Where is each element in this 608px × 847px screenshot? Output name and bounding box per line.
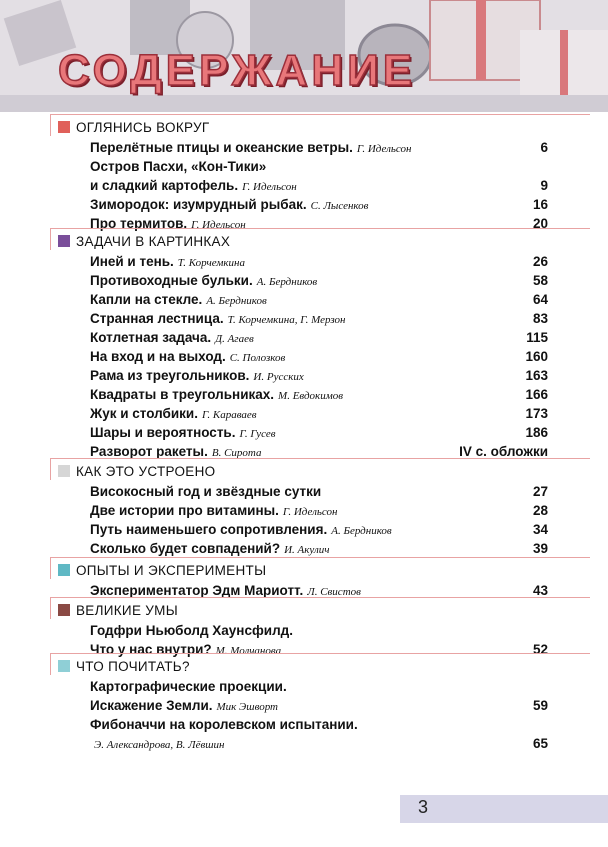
- section-label: ОГЛЯНИСЬ ВОКРУГ: [76, 119, 210, 135]
- entry-title: Экспериментатор Эдм Мариотт.: [90, 583, 304, 598]
- header-banner: [0, 0, 608, 112]
- entry-page: 20: [532, 216, 548, 231]
- toc-entry: [90, 581, 548, 602]
- entry-author: Л. Свистов: [307, 586, 361, 598]
- section-color-marker: [58, 604, 70, 616]
- entry-page: 83: [532, 311, 548, 326]
- section-label: КАК ЭТО УСТРОЕНО: [76, 463, 216, 479]
- entry-page: 59: [532, 698, 548, 713]
- entry-author: Э. Александрова, В. Лёвшин: [94, 739, 225, 751]
- section-color-marker: [58, 235, 70, 247]
- entry-author: Г. Идельсон: [282, 506, 338, 518]
- entry-author: А. Бердников: [256, 276, 318, 288]
- section-label: ВЕЛИКИЕ УМЫ: [76, 602, 178, 618]
- toc-entry: [90, 271, 548, 292]
- toc-entry: [90, 347, 548, 368]
- entry-title: Искажение Земли.: [90, 698, 213, 713]
- entry-title: Шары и вероятность.: [90, 425, 236, 440]
- page-number: 3: [418, 797, 429, 817]
- section-label: ОПЫТЫ И ЭКСПЕРИМЕНТЫ: [76, 562, 267, 578]
- toc-entry: [90, 404, 548, 425]
- entry-author: И. Русских: [253, 371, 304, 383]
- toc-entry: [90, 138, 548, 159]
- entry-page: 34: [532, 522, 548, 537]
- entry-author: Г. Идельсон: [191, 219, 246, 231]
- section-header: [58, 118, 210, 136]
- entry-title: Перелётные птицы и океанские ветры.: [90, 140, 353, 155]
- section-divider: [50, 228, 590, 229]
- entry-title: Жук и столбики.: [90, 406, 198, 421]
- entry-page: 16: [532, 197, 548, 212]
- entry-author: А. Бердников: [206, 295, 267, 307]
- entry-title: Сколько будет совпадений?: [90, 541, 281, 556]
- section-label: ЗАДАЧИ В КАРТИНКАХ: [76, 233, 231, 249]
- page-number-box: [400, 795, 608, 823]
- toc-entry: [90, 366, 548, 387]
- toc-entry: [90, 176, 548, 197]
- toc-entry: [90, 309, 548, 330]
- section-header: [58, 232, 230, 250]
- entry-author: Г. Караваев: [201, 409, 257, 421]
- toc-entry: [90, 385, 548, 406]
- section-divider: [50, 557, 590, 558]
- section-header: [58, 657, 190, 675]
- entry-page: 160: [525, 349, 548, 364]
- entry-author: Г. Идельсон: [242, 181, 297, 193]
- entry-page: 115: [526, 330, 548, 345]
- section-header: [58, 601, 178, 619]
- entry-author: В. Сирота: [211, 447, 262, 459]
- entry-author: Мик Эшворт: [216, 701, 278, 713]
- entry-author: Г. Гусев: [239, 428, 276, 440]
- entry-title: Картографические проекции.: [90, 679, 287, 694]
- entry-title: На вход и на выход.: [90, 349, 226, 364]
- section-sideline: [50, 653, 51, 675]
- entry-title: Квадраты в треугольниках.: [90, 387, 275, 402]
- entry-title: Зимородок: изумрудный рыбак.: [90, 197, 307, 212]
- entry-author: Д. Агаев: [215, 333, 254, 345]
- entry-title: Капли на стекле.: [90, 292, 203, 307]
- entry-title: Разворот ракеты.: [90, 444, 208, 459]
- entry-author: С. Лысенков: [310, 200, 369, 212]
- entry-page: 173: [525, 406, 548, 421]
- toc-entry: [90, 696, 548, 717]
- entry-page: 163: [525, 368, 548, 383]
- entry-page: 43: [532, 583, 548, 598]
- entry-title: Путь наименьшего сопротивления.: [90, 522, 328, 537]
- entry-author: Г. Идельсон: [356, 143, 412, 155]
- toc-entry: [90, 157, 548, 178]
- entry-author: А. Бердников: [331, 525, 392, 537]
- entry-title: и сладкий картофель.: [90, 178, 239, 193]
- entry-title: Високосный год и звёздные сутки: [90, 484, 322, 499]
- entry-page: 64: [532, 292, 548, 307]
- section-divider: [50, 597, 590, 598]
- entry-author: И. Акулич: [284, 544, 330, 556]
- toc-entry: [90, 715, 548, 736]
- toc-entry: [90, 677, 548, 698]
- entry-title: Что у нас внутри?: [90, 642, 212, 657]
- entry-author: М. Молчанова: [215, 645, 282, 657]
- toc-entry: [90, 195, 548, 216]
- section-label: ЧТО ПОЧИТАТЬ?: [76, 658, 190, 674]
- entry-title: Про термитов.: [90, 216, 188, 231]
- entry-page: 28: [532, 503, 548, 518]
- section-header: [58, 462, 215, 480]
- page-title: СОДЕРЖАНИЕ: [58, 46, 417, 95]
- section-header: [58, 561, 266, 579]
- entry-page: 166: [525, 387, 548, 402]
- entry-page: 27: [532, 484, 548, 499]
- entry-title: Иней и тень.: [90, 254, 174, 269]
- section-color-marker: [58, 465, 70, 477]
- entry-title: Котлетная задача.: [90, 330, 212, 345]
- toc-entry: [90, 734, 548, 755]
- entry-title: Годфри Ньюболд Хаунсфилд.: [90, 623, 293, 638]
- toc-entry: [90, 501, 548, 522]
- section-sideline: [50, 597, 51, 619]
- toc-entry: [90, 423, 548, 444]
- entry-page: 39: [532, 541, 548, 556]
- entry-title: Фибоначчи на королевском испытании.: [90, 717, 358, 732]
- entry-title: Противоходные бульки.: [90, 273, 253, 288]
- entry-page: 186: [525, 425, 548, 440]
- toc-entry: [90, 442, 548, 463]
- section-divider: [50, 458, 590, 459]
- toc-entry: [90, 290, 548, 311]
- section-color-marker: [58, 660, 70, 672]
- section-divider: [50, 114, 590, 115]
- entry-author: Т. Корчемкина: [177, 257, 245, 269]
- entry-title: Остров Пасхи, «Кон-Тики»: [90, 159, 267, 174]
- entry-page: 26: [532, 254, 548, 269]
- entry-author: Т. Корчемкина, Г. Мерзон: [227, 314, 346, 326]
- section-divider: [50, 653, 590, 654]
- section-sideline: [50, 114, 51, 136]
- entry-page: 6: [540, 140, 548, 155]
- toc-entry: [90, 328, 548, 349]
- section-color-marker: [58, 564, 70, 576]
- entry-title: Две истории про витамины.: [90, 503, 279, 518]
- entry-title: Странная лестница.: [90, 311, 224, 326]
- entry-page: 65: [532, 736, 548, 751]
- entry-page: 58: [532, 273, 548, 288]
- entry-author: М. Евдокимов: [278, 390, 343, 402]
- section-color-marker: [58, 121, 70, 133]
- entry-author: С. Полозков: [229, 352, 286, 364]
- section-sideline: [50, 458, 51, 480]
- entry-page: 52: [532, 642, 548, 657]
- toc-entry: [90, 482, 548, 503]
- section-sideline: [50, 557, 51, 579]
- entry-title: Рама из треугольников.: [90, 368, 250, 383]
- toc-entry: [90, 520, 548, 541]
- entry-page: 9: [540, 178, 548, 193]
- toc-entry: [90, 252, 548, 273]
- entry-page: IV с. обложки: [459, 444, 548, 459]
- toc-entry: [90, 621, 548, 642]
- section-sideline: [50, 228, 51, 250]
